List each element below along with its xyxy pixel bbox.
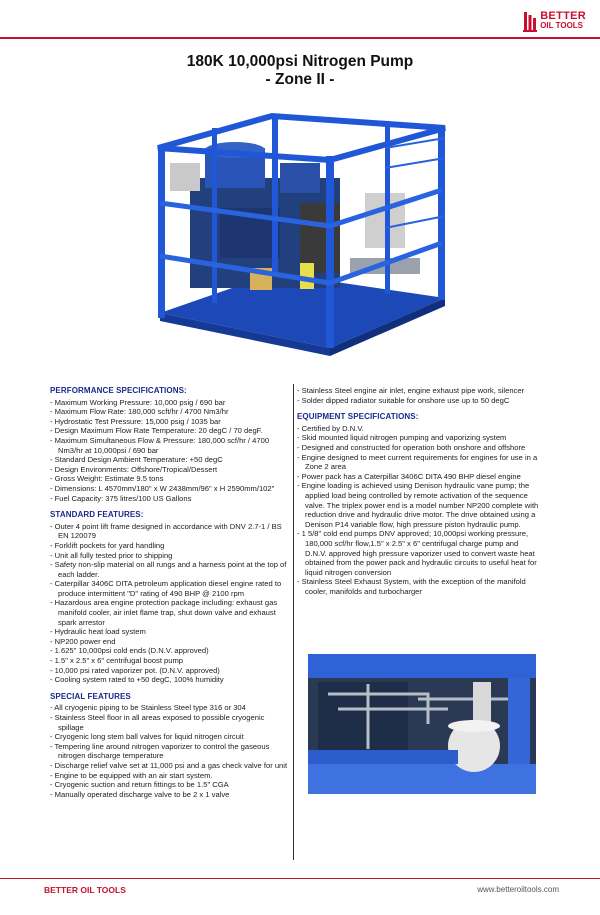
list-item: - Maximum Simultaneous Flow & Pressure: 180,000 scf/hr / 4700 Nm3/hr at 10,000psi / 690 bar — [50, 436, 288, 455]
list-item: - Design Maximum Flow Rate Temperature: 20 degC / 70 degF. — [50, 426, 288, 436]
list-item: - Stainless Steel engine air inlet, engine exhaust pipe work, silencer — [297, 386, 542, 396]
list-item: - Maximum Working Pressure: 10,000 psig / 690 bar — [50, 398, 288, 408]
list-item: - Hydrostatic Test Pressure: 15,000 psig / 1035 bar — [50, 417, 288, 427]
list-item: - Tempering line around nitrogen vaporizer to control the gaseous nitrogen discharge temperature — [50, 742, 288, 761]
list-item: - Engine to be equipped with an air start system. — [50, 771, 288, 781]
special-features-heading: SPECIAL FEATURES — [50, 691, 131, 701]
performance-heading: PERFORMANCE SPECIFICATIONS: — [50, 386, 187, 395]
list-item: - Skid mounted liquid nitrogen pumping and vaporizing system — [297, 433, 542, 443]
list-item: - Stainless Steel floor in all areas exposed to possible cryogenic spillage — [50, 713, 288, 732]
list-item: - Hydraulic heat load system — [50, 627, 288, 637]
list-item: - Unit all fully tested prior to shipping — [50, 551, 288, 561]
column-divider — [293, 384, 294, 860]
list-item: - Engine loading is achieved using Denison hydraulic vane pump; the applied load being controlled by remote activation of the sequence valve. The triplex power end is a model number NP200 complete with reduction drive and hydraulic drive motor. The drive obtained using a Denison P14 variable flow, high pressure piston hydraulic pump. — [297, 481, 542, 529]
right-column — [297, 386, 542, 596]
equipment-heading: EQUIPMENT SPECIFICATIONS: — [297, 412, 419, 422]
list-item: - Hazardous area engine protection package including: exhaust gas manifold cooler, air inlet flame trap, shut down valve and exhaust spark arrestor — [50, 598, 288, 627]
list-item: - Outer 4 point lift frame designed in accordance with DNV 2.7-1 / BS EN 120079 — [50, 522, 288, 541]
page-subtitle: - Zone II - — [265, 71, 335, 88]
list-item: - Gross Weight: Estimate 9.5 tons — [50, 474, 288, 484]
list-item: - 1 5/8" cold end pumps DNV approved; 10,000psi working pressure, 180,000 scf/hr flow,1.5" x 2.5" x 6" centrifugal charge pump and D.N.V. approved high pressure vaporizer used to convert waste heat obtained from the power pack and hydraulic circuits to useful heat for liquid nitrogen conversion — [297, 529, 542, 577]
list-item: - Cryogenic suction and return fittings to be 1.5" CGA — [50, 780, 288, 790]
page-title: 180K 10,000psi Nitrogen Pump — [186, 53, 414, 70]
list-item: - Fuel Capacity: 375 litres/100 US Gallons — [50, 494, 288, 504]
brand-logo — [523, 10, 586, 32]
footer-rule — [0, 878, 600, 879]
header-rule — [0, 37, 600, 39]
list-item: - Certified by D.N.V. — [297, 424, 542, 434]
footer-website-link[interactable]: www.betteroiltools.com — [477, 885, 559, 894]
standard-features-list — [50, 522, 288, 685]
list-item: - Solder dipped radiator suitable for onshore use up to 50 degC — [297, 396, 542, 406]
list-item: - Discharge relief valve set at 11,000 psi and a gas check valve for unit — [50, 761, 288, 771]
list-item: - Caterpillar 3406C DITA petroleum application diesel engine rated to produce intermittent "D" rating of 490 BHP @ 2100 rpm — [50, 579, 288, 598]
logo-mark-icon — [523, 10, 537, 32]
logo-line-2: OIL TOOLS — [540, 21, 584, 30]
list-item: - Engine designed to meet current requirements for engines for use in a Zone 2 area — [297, 453, 542, 472]
special-features-list — [50, 703, 288, 799]
footer-brand: BETTER OIL TOOLS — [44, 885, 126, 895]
list-item: - Standard Design Ambient Temperature: +50 degC — [50, 455, 288, 465]
engine-extras-list — [297, 386, 542, 405]
nitrogen-pump-skid-image — [150, 108, 448, 356]
pump-detail-image — [308, 654, 536, 794]
list-item: - Stainless Steel Exhaust System, with the exception of the manifold cooler, manifolds and turbocharger — [297, 577, 542, 596]
performance-list — [50, 398, 288, 504]
list-item: - Designed and constructed for operation both onshore and offshore — [297, 443, 542, 453]
list-item: - Cooling system rated to +50 degC, 100% humidity — [50, 675, 288, 685]
list-item: - Forklift pockets for yard handling — [50, 541, 288, 551]
list-item: - Power pack has a Caterpillar 3406C DITA 490 BHP diesel engine — [297, 472, 542, 482]
logo-line-1: BETTER — [540, 10, 586, 22]
list-item: - Safety non-slip material on all rungs and a harness point at the top of each ladder. — [50, 560, 288, 579]
list-item: - NP200 power end — [50, 637, 288, 647]
list-item: - All cryogenic piping to be Stainless Steel type 316 or 304 — [50, 703, 288, 713]
list-item: - Design Environments: Offshore/Tropical/Dessert — [50, 465, 288, 475]
list-item: - Cryogenic long stem ball valves for liquid nitrogen circuit — [50, 732, 288, 742]
equipment-list — [297, 424, 542, 597]
list-item: - 1.5" x 2.5" x 6" centrifugal boost pump — [50, 656, 288, 666]
list-item: - 1.625" 10,000psi cold ends (D.N.V. approved) — [50, 646, 288, 656]
standard-features-heading: STANDARD FEATURES: — [50, 510, 144, 520]
left-column — [50, 386, 288, 799]
list-item: - Maximum Flow Rate: 180,000 scft/hr / 4700 Nm3/hr — [50, 407, 288, 417]
list-item: - Manually operated discharge valve to be 2 x 1 valve — [50, 790, 288, 800]
list-item: - Dimensions: L 4570mm/180" x W 2438mm/96" x H 2590mm/102" — [50, 484, 288, 494]
list-item: - 10,000 psi rated vaporizer pot. (D.N.V. approved) — [50, 666, 288, 676]
